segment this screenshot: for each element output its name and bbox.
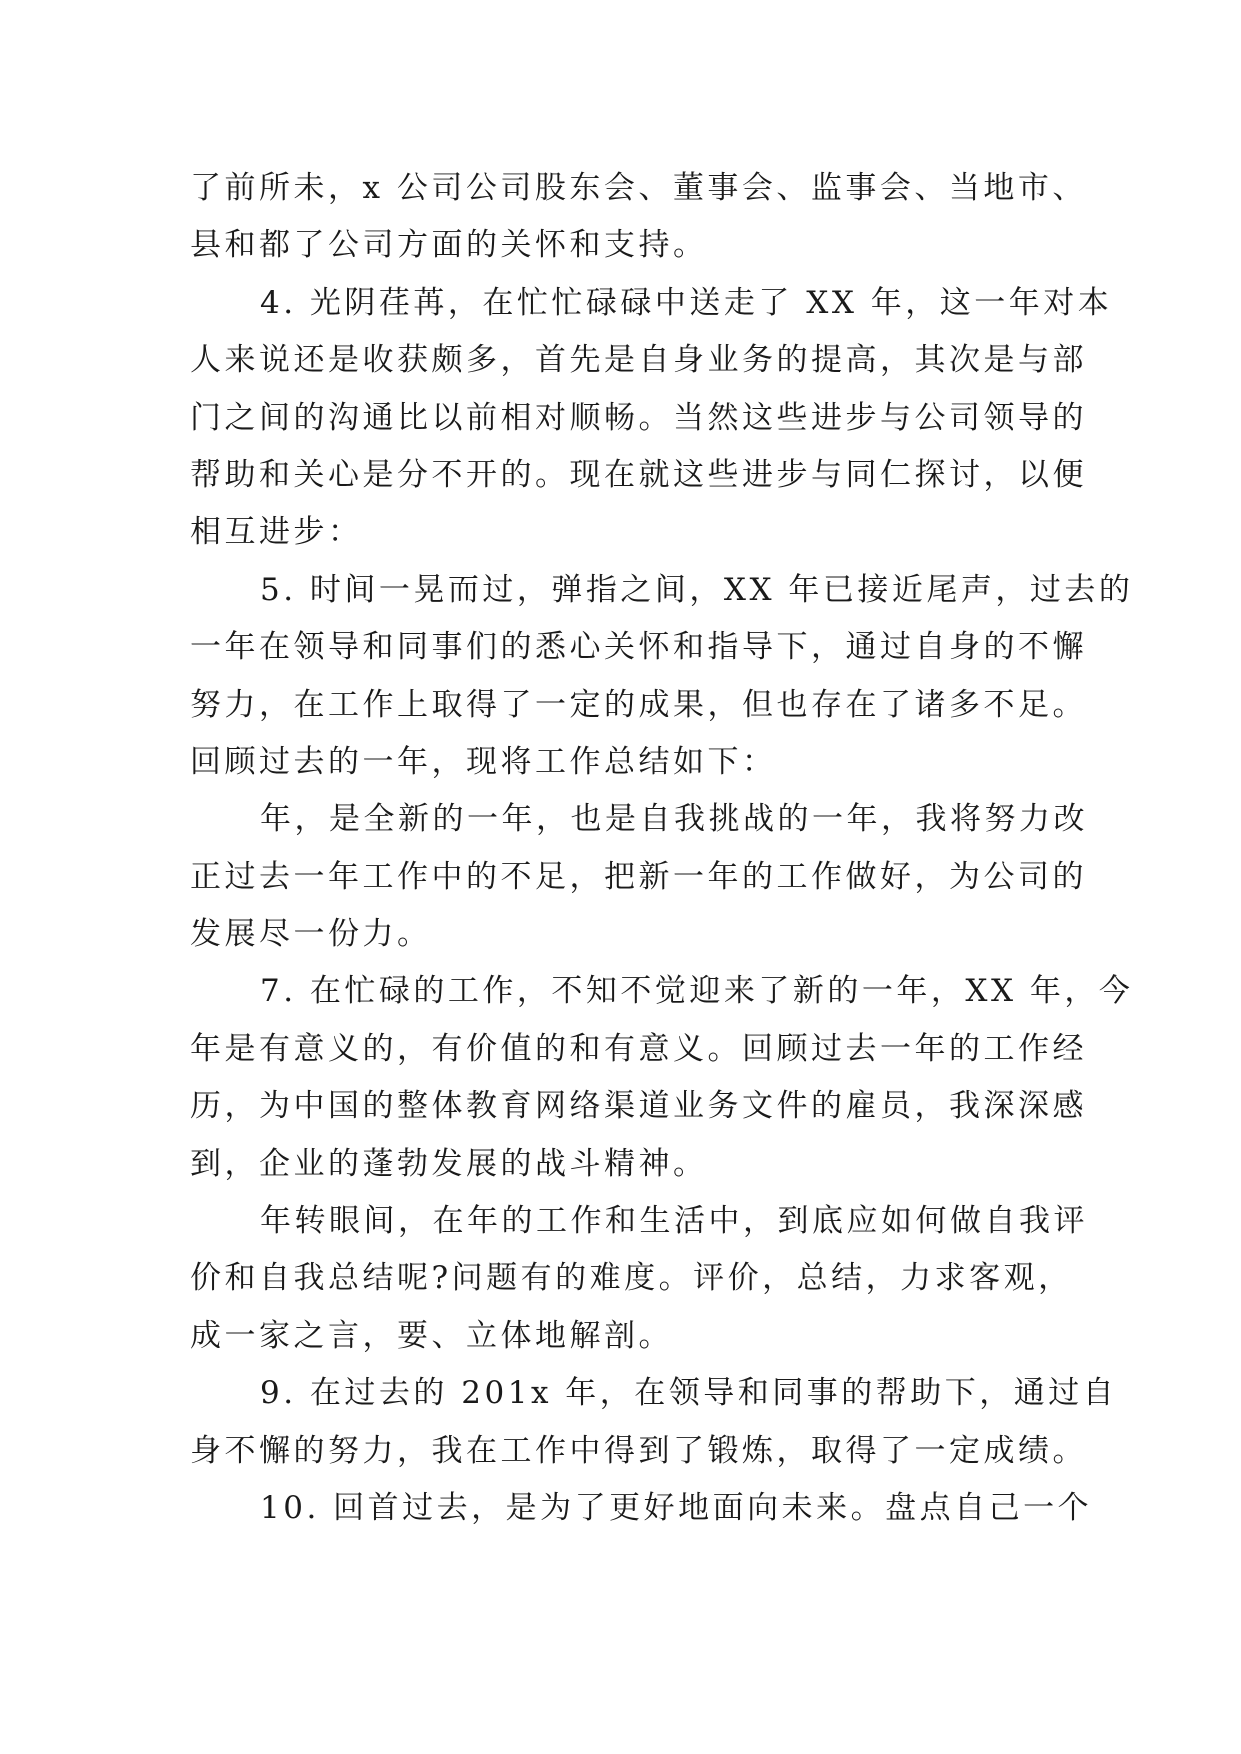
text-line: 回顾过去的一年，现将工作总结如下： — [190, 743, 777, 780]
text-line: 7. 在忙碌的工作，不知不觉迎来了新的一年，XX 年，今 — [260, 973, 1134, 1010]
text-line: 成一家之言，要、立体地解剖。 — [190, 1317, 673, 1354]
text-line: 价和自我总结呢?问题有的难度。评价，总结，力求客观， — [190, 1260, 1073, 1297]
paragraph — [190, 562, 1134, 792]
paragraph — [190, 160, 1087, 275]
paragraph — [190, 963, 1134, 1193]
text-line: 到，企业的蓬勃发展的战斗精神。 — [190, 1145, 708, 1182]
paragraph — [190, 1480, 1093, 1537]
text-line: 5. 时间一晃而过，弹指之间，XX 年已接近尾声，过去的 — [260, 571, 1134, 608]
text-line: 年是有意义的，有价值的和有意义。回顾过去一年的工作经 — [190, 1030, 1087, 1067]
text-line: 努力，在工作上取得了一定的成果，但也存在了诸多不足。 — [190, 686, 1087, 723]
text-line: 4. 光阴荏苒，在忙忙碌碌中送走了 XX 年，这一年对本 — [260, 284, 1113, 321]
paragraph — [190, 1365, 1118, 1480]
document-body — [190, 160, 1134, 1537]
paragraph — [190, 275, 1113, 562]
text-line: 帮助和关心是分不开的。现在就这些进步与同仁探讨，以便 — [190, 456, 1087, 493]
text-line: 人来说还是收获颇多，首先是自身业务的提高，其次是与部 — [190, 342, 1087, 379]
text-line: 县和都了公司方面的关怀和支持。 — [190, 227, 708, 264]
paragraph — [190, 791, 1088, 963]
text-line: 10. 回首过去，是为了更好地面向未来。盘点自己一个 — [260, 1489, 1093, 1526]
text-line: 一年在领导和同事们的悉心关怀和指导下，通过自身的不懈 — [190, 629, 1087, 666]
text-line: 发展尽一份力。 — [190, 916, 432, 953]
text-line: 了前所未，x 公司公司股东会、董事会、监事会、当地市、 — [190, 170, 1087, 206]
text-line: 9. 在过去的 201x 年，在领导和同事的帮助下，通过自 — [260, 1375, 1118, 1412]
text-line: 身不懈的努力，我在工作中得到了锻炼，取得了一定成绩。 — [190, 1432, 1087, 1469]
text-line: 门之间的沟通比以前相对顺畅。当然这些进步与公司领导的 — [190, 399, 1087, 436]
text-line: 相互进步： — [190, 514, 363, 551]
text-line: 年，是全新的一年，也是自我挑战的一年，我将努力改 — [260, 801, 1088, 838]
text-line: 年转眼间，在年的工作和生活中，到底应如何做自我评 — [260, 1203, 1088, 1240]
paragraph — [190, 1193, 1088, 1365]
text-line: 历，为中国的整体教育网络渠道业务文件的雇员，我深深感 — [190, 1088, 1087, 1125]
text-line: 正过去一年工作中的不足，把新一年的工作做好，为公司的 — [190, 858, 1087, 895]
